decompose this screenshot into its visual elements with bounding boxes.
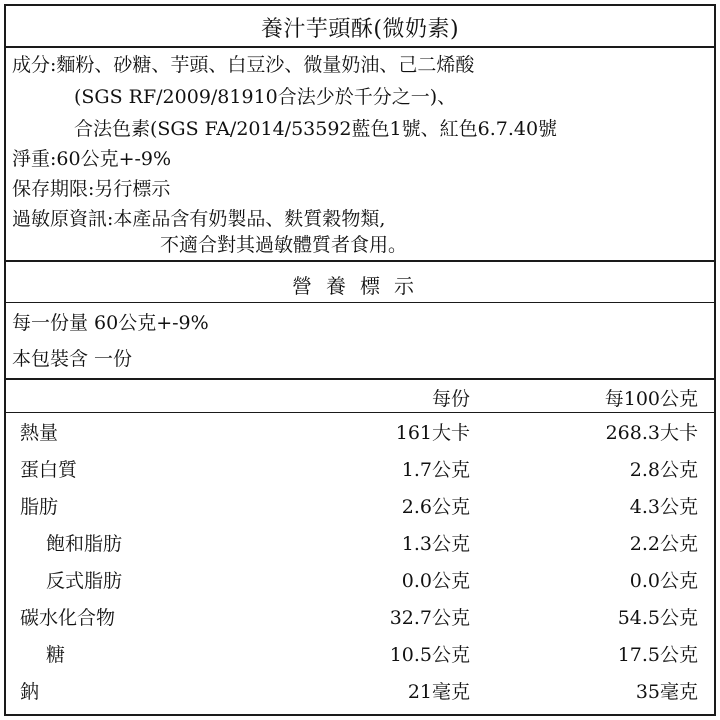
nutrient-name: 碳水化合物 — [20, 607, 116, 629]
col-per-serving: 每份 — [431, 388, 470, 410]
nutrition-title: 營養標示 — [292, 274, 428, 298]
nutrition-row — [6, 562, 714, 598]
nutrition-row — [6, 488, 714, 524]
nutrition-row — [6, 599, 714, 635]
col-per-100g: 每100公克 — [604, 388, 698, 410]
divider-title — [6, 46, 714, 48]
nutrient-name: 糖 — [46, 644, 66, 666]
allergen-info: 過敏原資訊:本產品含有奶製品、麩質穀物類, — [12, 208, 386, 230]
value-per-100g: 54.5公克 — [617, 607, 698, 629]
label-frame — [4, 4, 716, 716]
value-per-100g: 2.2公克 — [629, 533, 698, 555]
nutrient-name: 蛋白質 — [20, 459, 78, 481]
product-title: 養汁芋頭酥(微奶素) — [260, 17, 460, 42]
divider-nutrition-top — [6, 260, 714, 262]
value-per-100g: 4.3公克 — [629, 496, 698, 518]
nutrition-row — [6, 673, 714, 709]
value-per-serving: 2.6公克 — [401, 496, 470, 518]
serving-size: 每一份量 60公克+-9% — [12, 312, 209, 334]
value-per-100g: 0.0公克 — [629, 570, 698, 592]
ingredients-line-1: 成分:麵粉、砂糖、芋頭、白豆沙、微量奶油、己二烯酸 — [12, 54, 475, 76]
net-weight: 淨重:60公克+-9% — [12, 148, 172, 170]
value-per-serving: 161大卡 — [395, 422, 470, 444]
nutrition-header-row — [6, 384, 714, 412]
allergen-info-cont: 不適合對其過敏體質者食用。 — [160, 234, 408, 256]
value-per-serving: 0.0公克 — [401, 570, 470, 592]
servings-per-package: 本包裝含 一份 — [12, 348, 133, 370]
divider-nutrition-header — [6, 378, 714, 380]
nutrition-row — [6, 636, 714, 672]
value-per-100g: 268.3大卡 — [605, 422, 698, 444]
divider-nutrition-title — [6, 302, 714, 303]
value-per-serving: 1.7公克 — [401, 459, 470, 481]
value-per-100g: 2.8公克 — [629, 459, 698, 481]
nutrient-name: 反式脂肪 — [46, 570, 123, 592]
nutrient-name: 熱量 — [20, 422, 59, 444]
ingredients-line-2: (SGS RF/2009/81910合法少於千分之一)、 — [74, 86, 457, 108]
ingredients-line-3: 合法色素(SGS FA/2014/53592藍色1號、紅色6.7.40號 — [74, 118, 558, 140]
nutrient-name: 鈉 — [20, 681, 40, 703]
value-per-serving: 1.3公克 — [401, 533, 470, 555]
value-per-100g: 17.5公克 — [617, 644, 698, 666]
nutrition-row — [6, 525, 714, 561]
value-per-serving: 32.7公克 — [389, 607, 470, 629]
nutrition-row — [6, 451, 714, 487]
nutrient-name: 脂肪 — [20, 496, 59, 518]
value-per-100g: 35毫克 — [635, 681, 698, 703]
value-per-serving: 21毫克 — [407, 681, 470, 703]
nutrient-name: 飽和脂肪 — [46, 533, 123, 555]
value-per-serving: 10.5公克 — [389, 644, 470, 666]
shelf-life: 保存期限:另行標示 — [12, 178, 171, 200]
divider-nutrition-rows — [6, 412, 714, 413]
nutrition-row — [6, 414, 714, 450]
